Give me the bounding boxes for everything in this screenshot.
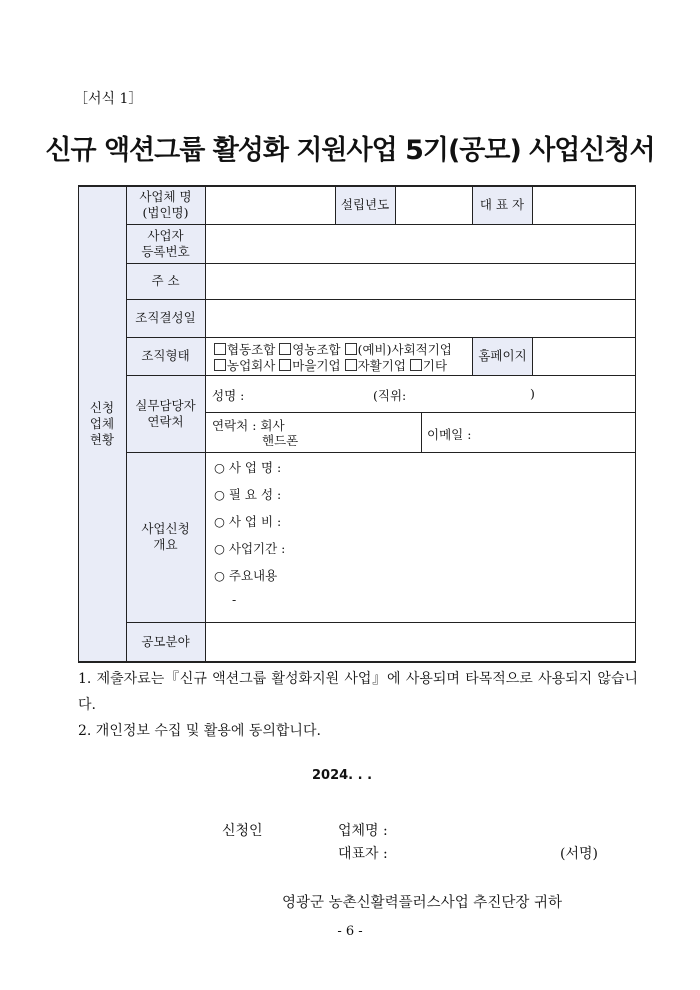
form-number-label: ［서식 1］ (74, 91, 143, 107)
business-name-label: 사업체 명 (법인명) (126, 186, 205, 224)
contact-label: 실무담당자 연락처 (126, 375, 205, 452)
checkbox[interactable] (214, 359, 226, 371)
consent-notes (78, 666, 638, 744)
addressee: 영광군 농촌신활력플러스사업 추진단장 귀하 (282, 895, 562, 911)
mobile-field-label: 핸드폰 (262, 433, 299, 448)
divider (126, 337, 636, 338)
table-border-bottom (78, 661, 636, 663)
page-number: - 6 - (337, 924, 363, 939)
position-close: ) (530, 386, 535, 401)
summary-item: ○ 사 업 명 : (214, 460, 282, 475)
divider (421, 412, 422, 452)
table-border-top (78, 185, 636, 187)
checkbox[interactable] (279, 343, 291, 355)
org-type-label: 조직형태 (126, 337, 205, 375)
founded-year-field[interactable] (395, 186, 472, 224)
section-label-cell (78, 186, 126, 662)
divider (126, 452, 636, 453)
name-field-label: 성명 : (212, 388, 245, 403)
divider (472, 185, 473, 224)
section-label-2: 업체 (89, 416, 115, 431)
summary-item: ○ 사 업 비 : (214, 514, 282, 529)
field-input[interactable] (205, 622, 635, 662)
email-field-label: 이메일 : (427, 427, 472, 442)
note-1: 1. 제출자료는『신규 액션그룹 활성화지원 사업』에 사용되며 타목적으로 사용되지 않습니다. (78, 671, 638, 713)
divider (205, 185, 206, 662)
representative-label: 대표자 : (338, 846, 388, 862)
company-name-label: 업체명 : (338, 823, 388, 839)
divider (335, 185, 336, 224)
summary-dash: - (232, 592, 237, 607)
position-field-label: (직위: (373, 388, 407, 403)
divider (205, 412, 636, 413)
founded-date-field[interactable] (205, 299, 635, 337)
applicant-label: 신청인 (222, 823, 263, 839)
application-date: 2024. . . (312, 768, 373, 783)
divider (126, 622, 636, 623)
checkbox[interactable] (345, 359, 357, 371)
note-2: 2. 개인정보 수집 및 활용에 동의합니다. (78, 723, 321, 739)
section-label-3: 현황 (89, 432, 115, 447)
address-label: 주 소 (126, 263, 205, 299)
org-type-row-1: 협동조합 영농조합 (예비)사회적기업 (214, 340, 452, 358)
checkbox[interactable] (410, 359, 422, 371)
checkbox[interactable] (279, 359, 291, 371)
table-border-left (78, 185, 79, 662)
summary-item: ○ 주요내용 (214, 568, 278, 583)
divider (472, 337, 473, 375)
divider (532, 185, 533, 224)
reg-no-label: 사업자 등록번호 (126, 224, 205, 263)
divider (126, 263, 636, 264)
divider (126, 375, 636, 376)
business-name-field[interactable] (205, 186, 335, 224)
phone-field-label: 연락처 : 회사 (212, 418, 285, 433)
divider (126, 185, 127, 662)
address-field[interactable] (205, 263, 635, 299)
page-title: 신규 액션그룹 활성화 지원사업 5기(공모) 사업신청서 (45, 135, 655, 166)
checkbox[interactable] (345, 343, 357, 355)
homepage-field[interactable] (532, 337, 635, 375)
founded-date-label: 조직결성일 (126, 299, 205, 337)
org-type-row-2: 농업회사 마을기업 자활기업 기타 (214, 356, 447, 374)
divider (395, 185, 396, 224)
checkbox[interactable] (214, 343, 226, 355)
homepage-label: 홈페이지 (473, 337, 532, 375)
field-label: 공모분야 (126, 622, 205, 662)
signature-label: (서명) (560, 846, 598, 862)
table-border-right (635, 185, 636, 662)
summary-item: ○ 사업기간 : (214, 541, 286, 556)
divider (532, 337, 533, 375)
divider (126, 299, 636, 300)
summary-label: 사업신청 개요 (126, 452, 205, 622)
reg-no-field[interactable] (205, 224, 635, 263)
divider (126, 224, 636, 225)
ceo-label: 대 표 자 (472, 186, 532, 224)
summary-item: ○ 필 요 성 : (214, 487, 282, 502)
ceo-field[interactable] (532, 186, 635, 224)
founded-year-label: 설립년도 (335, 186, 395, 224)
section-label-1: 신청 (89, 400, 115, 415)
